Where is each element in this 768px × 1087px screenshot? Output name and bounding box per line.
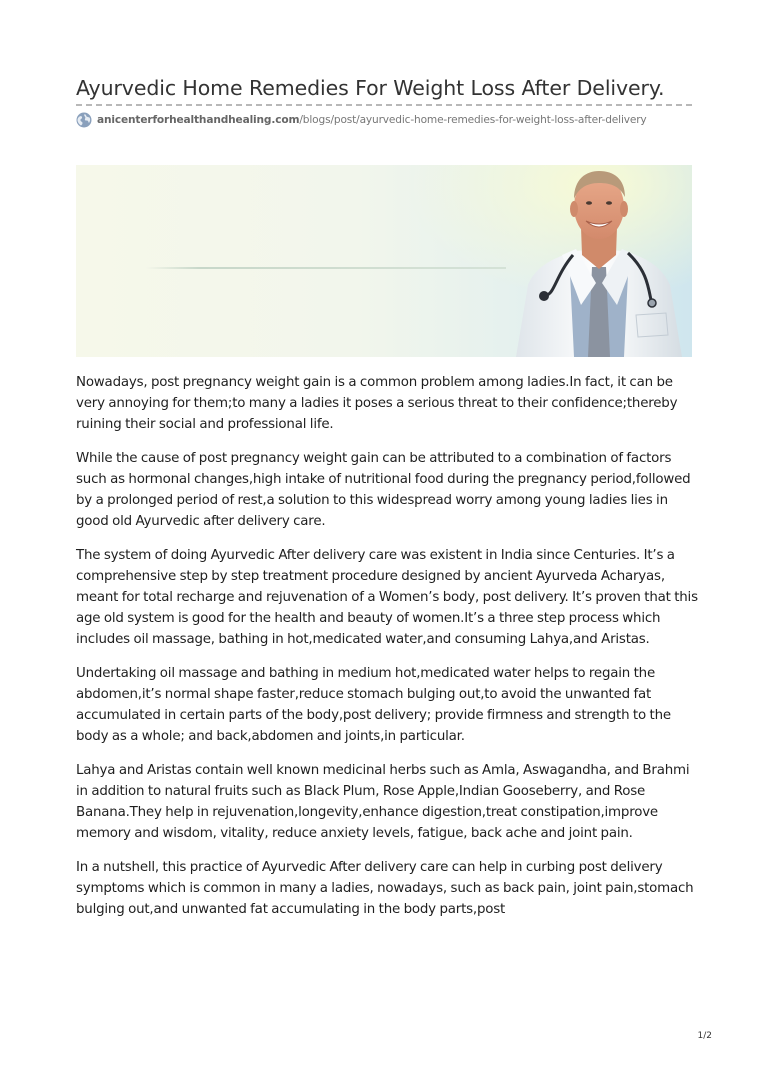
article-paragraph: Lahya and Aristas contain well known medicinal herbs such as Amla, Aswagandha, and Brahmi in addition to natural fruits such as Black Plum, Rose Apple,Indian Gooseberry, and Rose Banana.They help in rejuvenation,longevity,enhance digestion,treat constipation,improve memory and wisdom, vitality, reduce anxiety levels, fatigue, back ache and joint pain. xyxy=(76,763,690,841)
source-path[interactable]: /blogs/post/ayurvedic-home-remedies-for-weight-loss-after-delivery xyxy=(299,114,647,126)
doctor-photo xyxy=(76,165,692,357)
article-paragraph: Undertaking oil massage and bathing in medium hot,medicated water helps to regain the abdomen,it’s normal shape faster,reduce stomach bulging out,to avoid the unwanted fat accumulated in certain parts of the body,post delivery; provide firmness and strength to the body as a whole; and back,abdomen and joints,in particular. xyxy=(76,666,671,744)
article-paragraph: In a nutshell, this practice of Ayurvedic After delivery care can help in curbing post delivery symptoms which is common in many a ladies, nowadays, such as back pain, joint pain,stomach bulging out,and unwanted fat accumulating in the body parts,post xyxy=(76,860,694,917)
hero-image xyxy=(76,165,692,357)
article-body xyxy=(76,372,698,933)
article-paragraph: The system of doing Ayurvedic After delivery care was existent in India since Centuries. It’s a comprehensive step by step treatment procedure designed by ancient Ayurveda Acharyas, meant for total recharge and rejuvenation of a Women’s body, post delivery. It’s proven that this age old system is good for the health and beauty of women.It’s a three step process which includes oil massage, bathing in hot,medicated water,and consuming Lahya,and Aristas. xyxy=(76,548,698,647)
article-paragraph: While the cause of post pregnancy weight gain can be attributed to a combination of factors such as hormonal changes,high intake of nutritional food during the pregnancy period,followed by a prolonged period of rest,a solution to this widespread worry among young ladies lies in good old Ayurvedic after delivery care. xyxy=(76,451,691,529)
title-divider xyxy=(76,104,692,106)
article-title: Ayurvedic Home Remedies For Weight Loss After Delivery. xyxy=(76,76,665,100)
source-url[interactable] xyxy=(76,111,647,129)
globe-icon xyxy=(76,112,92,128)
source-domain[interactable]: anicenterforhealthandhealing.com xyxy=(97,114,300,126)
article-paragraph: Nowadays, post pregnancy weight gain is a common problem among ladies.In fact, it can be very annoying for them;to many a ladies it poses a serious threat to their confidence;thereby ruining their social and professional life. xyxy=(76,375,678,432)
page-number: 1/2 xyxy=(697,1031,712,1041)
